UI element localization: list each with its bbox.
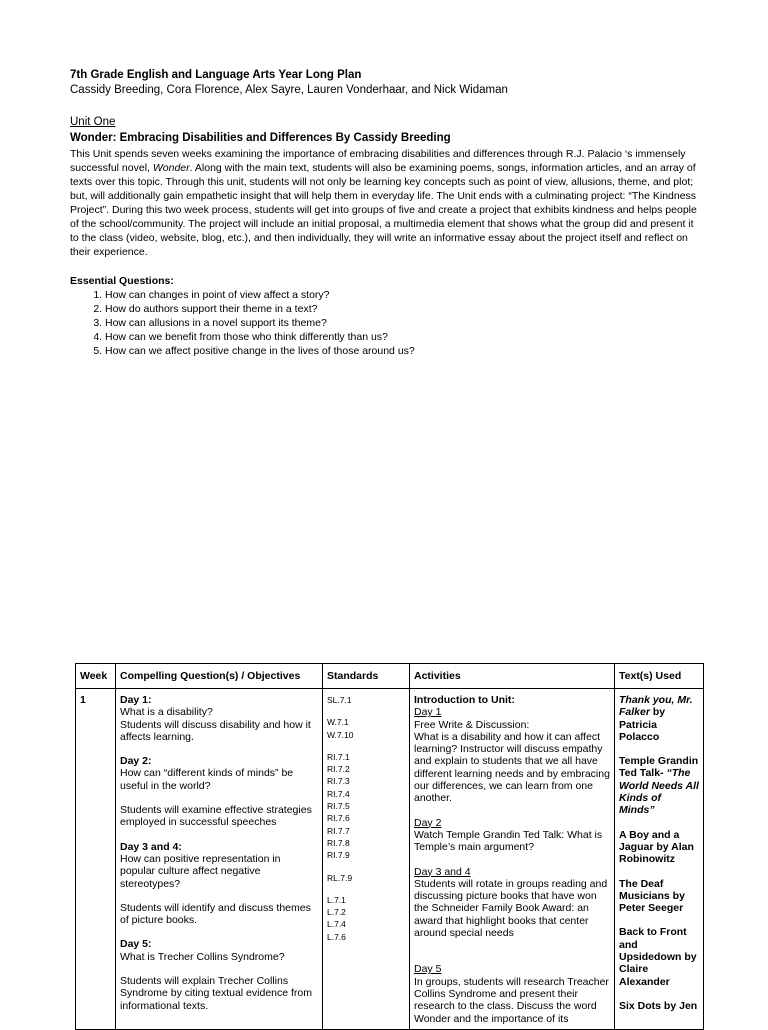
activity-heading: Introduction to Unit: xyxy=(414,694,515,706)
day-label: Day 5 xyxy=(414,963,442,976)
activity-subheading: Free Write & Discussion: xyxy=(414,718,530,731)
table-row xyxy=(76,689,704,1030)
question-text: How can positive representation in popular culture affect negative stereotypes? xyxy=(120,852,281,890)
unit-description: This Unit spends seven weeks examining the importance of embracing disabilities and differences through R.J. Palacio ‘s immensely successful novel, Wonder. Along with the main text, students will also be examining poems, songs, information articles, and an array of texts over this topic. Through this unit, students will not only be learning key concepts such as point of view, allusions, theme, and plot; but, will additionally gain empathetic insight that will help them in everyday life. The Unit ends with a culminating project: “The Kindness Project”. During this two week process, students will get into groups of five and create a project that exhibits kindness and helps people of the school/community. The project will include an initial proposal, a multimedia element that shows what the group did and present it to the class (video, website, blog, etc.), and then individually, they will write an informative essay about the project itself and reflect on their experience. xyxy=(70,148,697,258)
text-item: The Deaf Musicians by Peter Seeger xyxy=(619,877,685,915)
standard-code: RI.7.9 xyxy=(327,850,350,861)
day-label: Day 3 and 4 xyxy=(414,865,471,878)
standard-code: W.7.10 xyxy=(327,729,354,740)
standard-code: RI.7.3 xyxy=(327,776,350,787)
standard-code: RI.7.5 xyxy=(327,801,350,812)
standard-code: L.7.4 xyxy=(327,919,346,930)
table-header-row xyxy=(76,664,704,689)
list-item: 5. How can we affect positive change in the lives of those around us? xyxy=(105,344,698,358)
document-authors: Cassidy Breeding, Cora Florence, Alex Sayre, Lauren Vonderhaar, and Nick Widaman xyxy=(70,84,508,96)
text-item: A Boy and a Jaguar by Alan Robinowitz xyxy=(619,828,694,866)
text-item: Temple Grandin Ted Talk- “The World Needs All Kinds of Minds” xyxy=(619,755,699,817)
essential-questions-list xyxy=(70,288,698,358)
activity-text: In groups, students will research Treacher Collins Syndrome and present their research to the class. Discuss the word Wonder and the importance of its xyxy=(414,975,609,1025)
column-header-texts: Text(s) Used xyxy=(615,664,704,689)
column-header-standards: Standards xyxy=(323,664,410,689)
activity-text: What is a disability and how it can affect learning? Instructor will discuss empathy and explain to students that we all have different learning needs and by embracing our differences, we can learn from one another. xyxy=(414,730,610,805)
objective-text: Students will discuss disability and how it affects learning. xyxy=(120,718,311,743)
list-item: 1. How can changes in point of view affect a story? xyxy=(105,288,698,302)
day-label: Day 2: xyxy=(120,755,152,768)
list-item: 4. How can we benefit from those who think differently than us? xyxy=(105,330,698,344)
standard-code: L.7.2 xyxy=(327,907,346,918)
standards-cell xyxy=(323,689,410,1030)
question-text: What is a disability? xyxy=(120,706,213,719)
questions-cell xyxy=(116,689,323,1030)
unit-title: Wonder: Embracing Disabilities and Differences By Cassidy Breeding xyxy=(70,132,451,144)
unit-label: Unit One xyxy=(70,116,116,128)
standard-code: W.7.1 xyxy=(327,717,349,728)
question-text: How can “different kinds of minds” be useful in the world? xyxy=(120,767,294,792)
objective-text: Students will identify and discuss themes of picture books. xyxy=(120,901,311,927)
column-header-week: Week xyxy=(76,664,116,689)
unit-plan-table xyxy=(75,663,704,1030)
week-cell: 1 xyxy=(76,689,116,1030)
standard-code: RI.7.8 xyxy=(327,837,350,848)
standard-code: RI.7.2 xyxy=(327,764,350,775)
activity-text: Students will rotate in groups reading and discussing picture books that have won the Schneider Family Book Award: an award that highlight books that center around special needs xyxy=(414,877,608,940)
day-label: Day 1: xyxy=(120,694,152,706)
document-page xyxy=(70,68,698,358)
day-label: Day 2 xyxy=(414,816,442,829)
standard-code: L.7.1 xyxy=(327,894,346,905)
list-item: 3. How can allusions in a novel support its theme? xyxy=(105,316,698,330)
day-label: Day 3 and 4: xyxy=(120,840,182,853)
standard-code: RI.7.1 xyxy=(327,751,350,762)
list-item: 2. How do authors support their theme in a text? xyxy=(105,302,698,316)
objective-text: Students will examine effective strategies employed in successful speeches xyxy=(120,804,312,829)
document-title: 7th Grade English and Language Arts Year Long Plan xyxy=(70,69,362,81)
standard-code: RI.7.4 xyxy=(327,788,350,799)
standard-code: SL.7.1 xyxy=(327,695,352,705)
standard-code: L.7.6 xyxy=(327,931,346,942)
text-item: Thank you, Mr. Falker by Patricia Polacco xyxy=(619,694,693,743)
text-item: Six Dots by Jen xyxy=(619,999,698,1012)
activities-cell xyxy=(410,689,615,1030)
column-header-activities: Activities xyxy=(410,664,615,689)
texts-cell xyxy=(615,689,704,1030)
standard-code: RI.7.6 xyxy=(327,813,350,824)
question-text: What is Trecher Collins Syndrome? xyxy=(120,950,285,963)
objective-text: Students will explain Trecher Collins Syndrome by citing textual evidence from informational texts. xyxy=(120,975,313,1012)
column-header-questions: Compelling Question(s) / Objectives xyxy=(116,664,323,689)
activity-text: Watch Temple Grandin Ted Talk: What is Temple’s main argument? xyxy=(414,828,603,854)
standard-code: RL.7.9 xyxy=(327,872,353,883)
day-label: Day 5: xyxy=(120,938,152,951)
standard-code: RI.7.7 xyxy=(327,825,350,836)
text-item: Back to Front and Upsidedown by Claire Alexander xyxy=(619,926,697,988)
essential-questions-heading: Essential Questions: xyxy=(70,275,174,287)
day-label: Day 1 xyxy=(414,706,442,719)
